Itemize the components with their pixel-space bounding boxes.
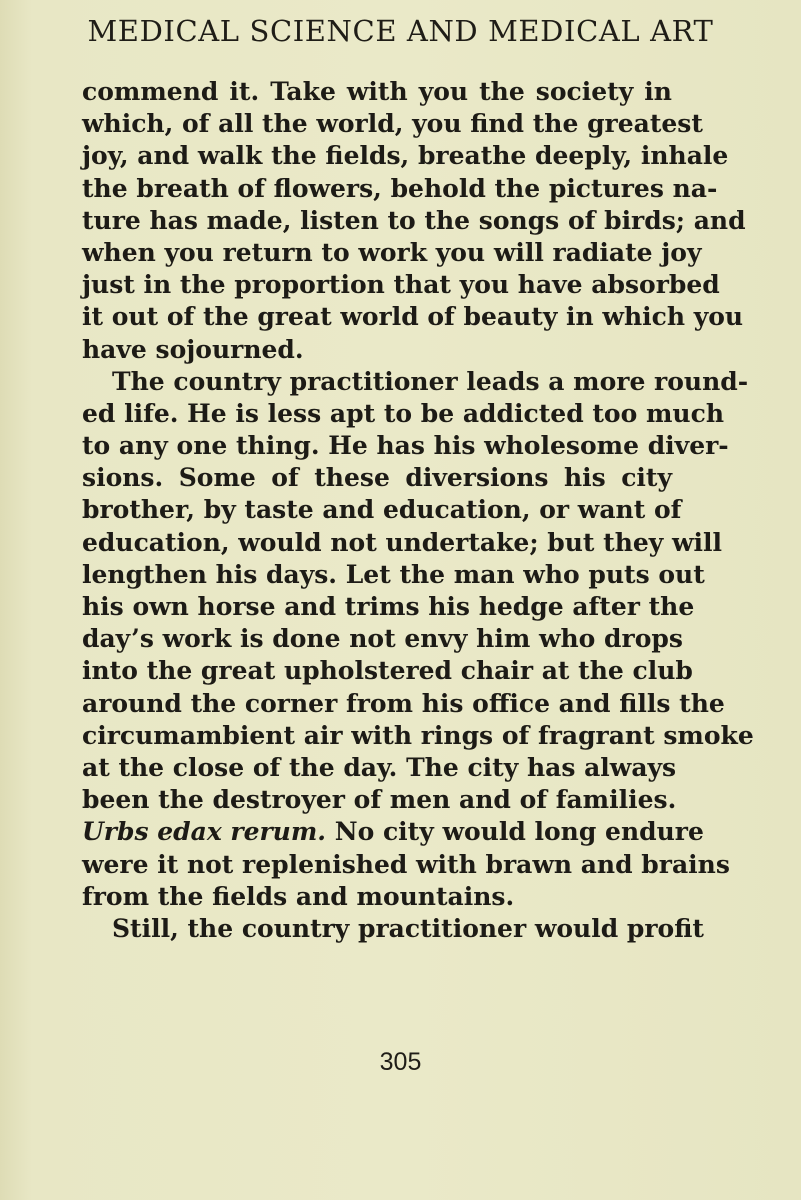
text-line: joy, and walk the fields, breathe deeply, inhale [82,141,729,171]
text-line: have sojourned. [82,334,304,364]
text-line: brother, by taste and education, or want of [82,495,682,525]
text-line: ture has made, listen to the songs of birds; and [82,205,746,235]
text-line: day’s work is done not envy him who drops [82,624,683,654]
text-run: No city would long endure [326,817,704,847]
text-line: just in the proportion that you have absorbed [82,270,720,300]
text-line: the breath of flowers, behold the pictures na- [82,173,718,203]
text-line: commend it. Take with you the society in [82,77,672,106]
page-number: 305 [379,1048,422,1076]
text-line: into the great upholstered chair at the club [82,656,693,686]
text-line: his own horse and trims his hedge after the [82,592,695,621]
text-line: education, would not undertake; but they will [82,527,723,557]
text-line: circumambient air with rings of fragrant smoke [82,720,754,750]
text-line: it out of the great world of beauty in which you [82,302,744,332]
text-line: The country practitioner leads a more round- [112,366,749,396]
text-line: ed life. He is less apt to be addicted too much [82,398,725,428]
text-line [82,816,704,848]
latin-phrase: Urbs edax rerum. [82,817,327,847]
text-line: sions. Some of these diversions his city [82,463,672,493]
text-line: at the close of the day. The city has always [82,752,677,782]
text-line: to any one thing. He has his wholesome diver- [82,431,729,461]
text-line: which, of all the world, you find the greatest [82,109,703,139]
page-body [82,76,754,945]
text-line: from the fields and mountains. [82,881,515,911]
text-line: lengthen his days. Let the man who puts out [82,559,705,589]
running-head: MEDICAL SCIENCE AND MEDICAL ART [87,14,714,48]
text-line: around the corner from his office and fills the [82,688,725,718]
text-line: been the destroyer of men and of families. [82,785,677,815]
text-line: when you return to work you will radiate joy [82,237,702,267]
text-line: Still, the country practitioner would profit [112,913,704,943]
text-line: were it not replenished with brawn and brains [82,849,730,879]
